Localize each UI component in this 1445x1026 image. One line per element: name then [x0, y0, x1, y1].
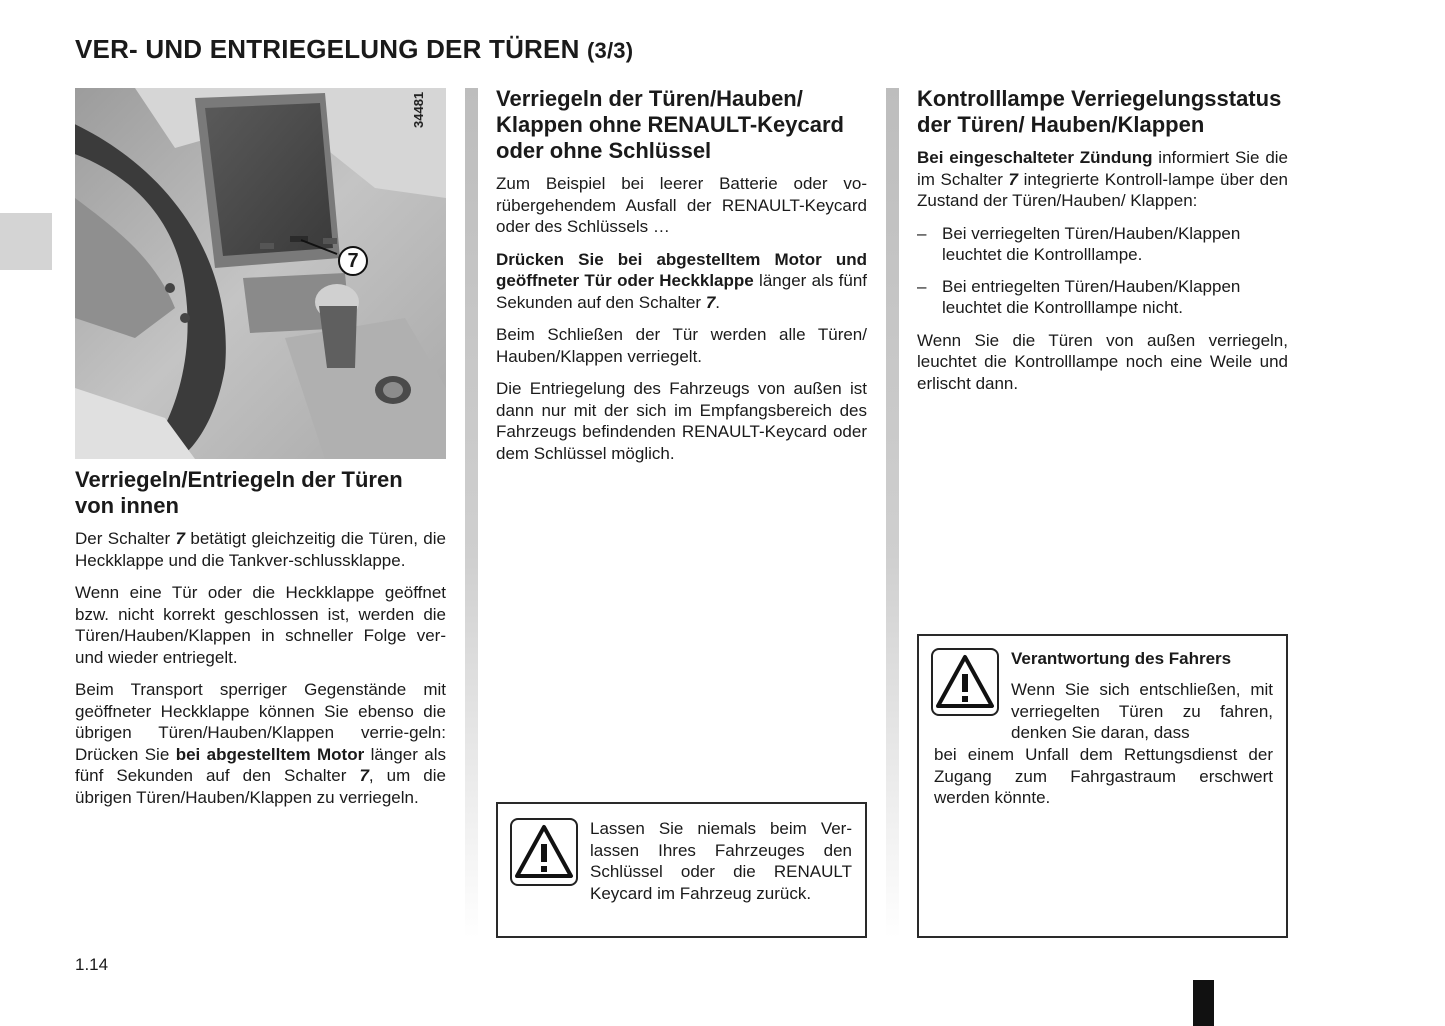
warning-box-driver: [917, 634, 1288, 938]
page-number: 1.14: [75, 955, 109, 974]
dashboard-illustration: [75, 88, 446, 459]
figure-callout-number: 7: [347, 250, 359, 272]
text-run: .: [715, 292, 721, 312]
page-edge-mark: [1193, 980, 1214, 1026]
text-run: integrierte Kontroll-lampe über den Zustand der Türen/Hauben/ Klappen:: [917, 169, 1288, 210]
text-run: betätigt gleichzeitig die Türen, die Heckklappe und die Tankver-schlussklappe.: [75, 529, 446, 570]
list-item: – Bei verriegelten Türen/Hauben/Klappen leuchtet die Kontrolllampe.: [917, 223, 1288, 266]
section-heading-indicator: Kontrolllampe Verriegelungsstatus der Türen/ Hauben/Klappen: [917, 86, 1282, 137]
section-heading-without-keycard: Verriegeln der Türen/Hauben/ Klappen ohne RENAULT-Keycard oder ohne Schlüssel: [496, 86, 844, 163]
page-title-text: VER- UND ENTRIEGELUNG DER TÜREN: [75, 34, 580, 64]
text-run-bold: Bei eingeschalteter Zündung: [917, 148, 1153, 167]
text-run: länger als fünf Sekunden auf den Schalter: [75, 744, 447, 785]
text-run: , um die übrigen Türen/Hauben/Klappen zu verriegeln.: [75, 766, 446, 807]
text-run-bold: Drücken Sie bei abgestelltem Motor und geöffneter Tür oder Heckklappe: [496, 249, 867, 290]
chapter-tab: [0, 213, 52, 270]
text-run: Beim Transport sperriger Gegenstände mit geöffneter Heckklappe können Sie ebenso die übrigen Türen/Hauben/Klappen verrie-geln: Drücken Sie: [75, 680, 446, 764]
switch-ref: 7: [705, 292, 716, 312]
paragraph: Wenn Sie die Türen von außen verriegeln, leuchtet die Kontrolllampe noch eine Weile und erlischt dann.: [917, 330, 1288, 393]
paragraph: [75, 679, 446, 808]
paragraph: Beim Schließen der Tür werden alle Türen/ Hauben/Klappen verriegelt.: [496, 325, 867, 366]
paragraph: Die Entriegelung des Fahrzeugs von außen ist dann nur mit der sich im Empfangsbereich des Fahrzeugs befindenden RENAULT-Keycard oder dem Schlüssel möglich.: [496, 379, 867, 463]
paragraph: Wenn eine Tür oder die Heckklappe geöffnet bzw. nicht korrekt geschlossen ist, werden die Türen/Hauben/Klappen in schneller Folge ver- und wieder entriegelt.: [75, 583, 446, 667]
column-2: [496, 86, 867, 475]
text-run: länger als fünf Sekunden auf den Schalter: [496, 271, 867, 312]
text-run-bold: bei abgestelltem Motor: [175, 744, 365, 764]
warning-text-driver-2: bei einem Unfall dem Rettungsdienst der Zugang zum Fahrgastraum erschwert werden könnte.: [934, 745, 1273, 807]
paragraph: [917, 147, 1288, 212]
text-run: informiert Sie die im Schalter: [917, 148, 1289, 189]
indicator-list: [917, 223, 1288, 319]
column-3: [917, 86, 1288, 405]
paragraph: [496, 249, 867, 314]
warning-title-driver: Verantwortung des Fahrers: [1011, 649, 1232, 668]
column-1: [75, 467, 446, 819]
dashboard-photo: [75, 88, 446, 459]
warning-triangle-icon: [510, 818, 578, 886]
warning-text-driver-1: Wenn Sie sich entschließen, mit verriegelten Türen zu fahren, denken Sie daran, dass: [1011, 680, 1273, 742]
section-heading-inside: Verriegeln/Entriegeln der Türen von innen: [75, 467, 403, 518]
column-separator: [886, 88, 899, 938]
warning-box-keycard: [496, 802, 867, 938]
text-run: Der Schalter: [75, 529, 176, 548]
switch-ref: 7: [359, 766, 369, 785]
paragraph: [75, 528, 446, 571]
warning-text-keycard: Lassen Sie niemals beim Ver-lassen Ihres Fahrzeuges den Schlüssel oder die RENAULT Keycard im Fahrzeug zurück.: [590, 819, 852, 903]
switch-ref: 7: [175, 529, 185, 548]
page-title-part: (3/3): [587, 38, 634, 63]
switch-ref: 7: [1008, 169, 1018, 189]
figure-number: 34481: [411, 91, 426, 128]
warning-triangle-icon: [931, 648, 999, 716]
column-separator: [465, 88, 478, 938]
page-title: [75, 34, 633, 65]
paragraph: Zum Beispiel bei leerer Batterie oder vo-rübergehendem Ausfall der RENAULT-Keycard oder des Schlüssels …: [496, 174, 867, 236]
list-item: – Bei entriegelten Türen/Hauben/Klappen leuchtet die Kontrolllampe nicht.: [917, 276, 1288, 319]
